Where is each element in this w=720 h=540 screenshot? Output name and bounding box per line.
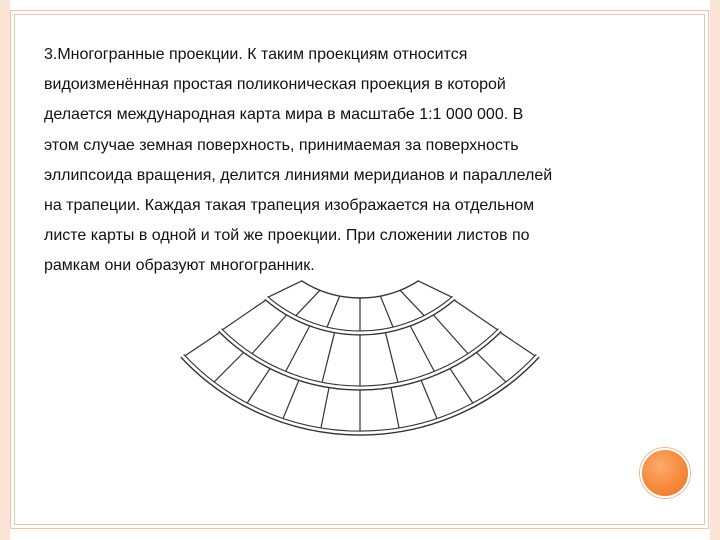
- meridian-line: [410, 326, 434, 371]
- meridian-line: [214, 353, 243, 382]
- orange-circle-decoration: [640, 448, 690, 498]
- meridian-line: [454, 300, 497, 330]
- meridian-line: [434, 315, 468, 354]
- text-line: эллипсоида вращения, делится линиями меридианов и параллелей: [44, 166, 553, 184]
- meridian-line: [400, 290, 424, 315]
- meridian-line: [477, 353, 506, 382]
- text-line: рамкам они образуют многогранник.: [44, 257, 315, 275]
- meridian-line: [247, 369, 270, 403]
- text-line: видоизменённая простая поликоническая проекция в которой: [44, 76, 506, 94]
- meridian-line: [380, 296, 393, 327]
- text-line: делается международная карта мира в масштабе 1:1 000 000. В: [44, 106, 524, 124]
- text-line: листе карты в одной и той же проекции. При сложении листов по: [44, 227, 530, 245]
- meridian-line: [418, 281, 451, 297]
- meridian-line: [391, 388, 399, 428]
- meridian-line: [500, 333, 535, 356]
- meridian-line: [185, 333, 220, 356]
- meridian-line: [327, 296, 340, 327]
- meridian-line: [268, 281, 301, 297]
- meridian-line: [321, 388, 329, 428]
- meridian-line: [286, 326, 310, 371]
- meridian-line: [421, 380, 437, 418]
- meridian-line: [296, 290, 320, 315]
- parallel-line: [301, 281, 419, 298]
- text-line: на трапеции. Каждая такая трапеция изображается на отдельном: [44, 197, 535, 215]
- text-line: этом случае земная поверхность, принимаемая за поверхность: [44, 136, 519, 154]
- meridian-line: [322, 333, 334, 383]
- meridian-line: [223, 300, 266, 330]
- text-line: 3.Многогранные проекции. К таким проекциям относится: [44, 46, 468, 63]
- meridian-line: [450, 369, 473, 403]
- meridian-line: [252, 315, 286, 354]
- meridian-line: [283, 380, 299, 418]
- meridian-line: [386, 333, 398, 383]
